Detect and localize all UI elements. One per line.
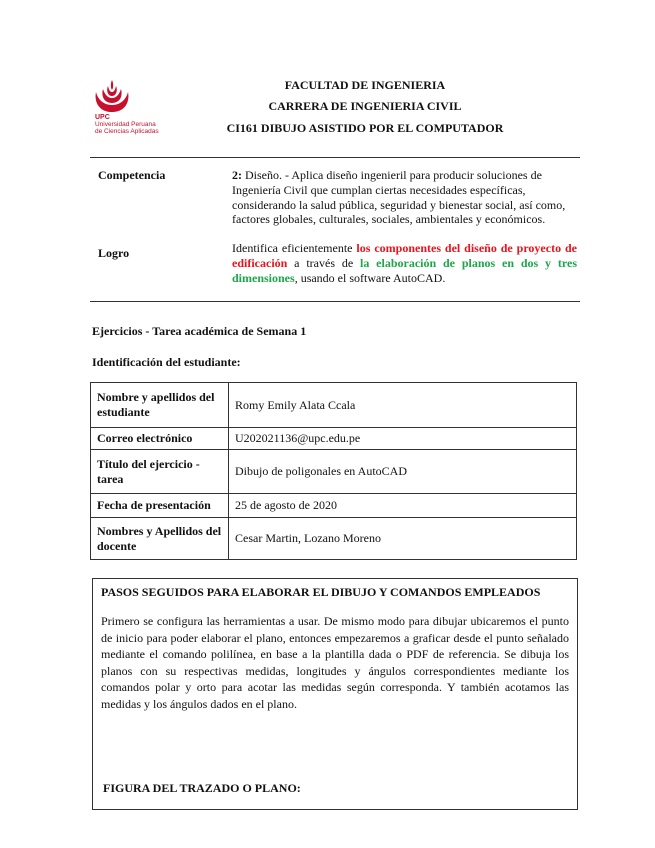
table-row (91, 383, 577, 428)
logro-text (232, 241, 577, 285)
steps-box (92, 578, 578, 810)
email-value: U202021136@upc.edu.pe (229, 428, 577, 450)
row-label: Nombres y Apellidos del docente (91, 518, 229, 560)
competencia-label: Competencia (98, 168, 166, 182)
row-label: Fecha de presentación (91, 494, 229, 518)
competencia-number: 2: (232, 168, 242, 182)
table-row (91, 494, 577, 518)
logro-highlight-green: la elaboración de planos en dos y tres dimensiones (232, 255, 578, 285)
logro-part-1: Identifica eficientemente (232, 241, 357, 255)
assignment-title-value: Dibujo de poligonales en AutoCAD (229, 450, 577, 494)
logro-divider (90, 301, 580, 302)
logo-name: UPC (95, 114, 110, 121)
logro-part-2: a través de (287, 255, 360, 270)
competencia-description: Diseño. - Aplica diseño ingenieril para producir soluciones de Ingeniería Civil que cumplan ciertas necesidades específicas, considerando la salud pública, seguridad y bienestar social, así como, factores globales, culturales, sociales, ambientales y económicos. (232, 168, 566, 227)
logo-line-1: Universidad Peruana (95, 121, 156, 128)
competencia-text (232, 168, 577, 227)
upc-logo-icon (92, 78, 132, 114)
row-label: Título del ejercicio - tarea (91, 450, 229, 494)
faculty-heading: FACULTAD DE INGENIERIA (284, 78, 446, 92)
logo-caption (95, 114, 159, 135)
steps-body: Primero se configura las herramientas a usar. De mismo modo para dibujar ubicaremos el punto de inicio para poder elaborar el plano, entonces empezaremos a graficar desde el punto señalado mediante el comando polilínea, en base a la plantilla dada o PDF de referencia. Se dibuja los planos con su respectivas medidas, longitudes y ángulos correspondientes mediante los comandos polar y orto para acotar las medidas según corresponda. Y también acotamos las medidas y los ángulos dados en el plano. (101, 614, 569, 711)
table-row (91, 428, 577, 450)
row-label: Correo electrónico (91, 428, 229, 450)
identification-title: Identificación del estudiante: (92, 355, 241, 369)
table-row (91, 450, 577, 494)
row-label: Nombre y apellidos del estudiante (91, 383, 229, 428)
student-name-value: Romy Emily Alata Ccala (229, 383, 577, 428)
logro-part-3: , usando el software AutoCAD. (294, 270, 446, 285)
exercise-title: Ejercicios - Tarea académica de Semana 1 (92, 324, 307, 338)
steps-title: PASOS SEGUIDOS PARA ELABORAR EL DIBUJO Y COMANDOS EMPLEADOS (101, 585, 541, 599)
table-row (91, 518, 577, 560)
logro-label: Logro (98, 246, 130, 260)
career-heading: CARRERA DE INGENIERIA CIVIL (268, 99, 462, 113)
logro-highlight-red: los componentes del diseño de proyecto de edificación (232, 241, 577, 270)
logo-line-2: de Ciencias Aplicadas (95, 128, 159, 135)
date-value: 25 de agosto de 2020 (229, 494, 577, 518)
teacher-value: Cesar Martin, Lozano Moreno (229, 518, 577, 560)
student-info-table (90, 382, 577, 560)
header-divider (90, 157, 580, 158)
course-heading: CI161 DIBUJO ASISTIDO POR EL COMPUTADOR (226, 121, 504, 135)
figure-title: FIGURA DEL TRAZADO O PLANO: (103, 781, 301, 795)
